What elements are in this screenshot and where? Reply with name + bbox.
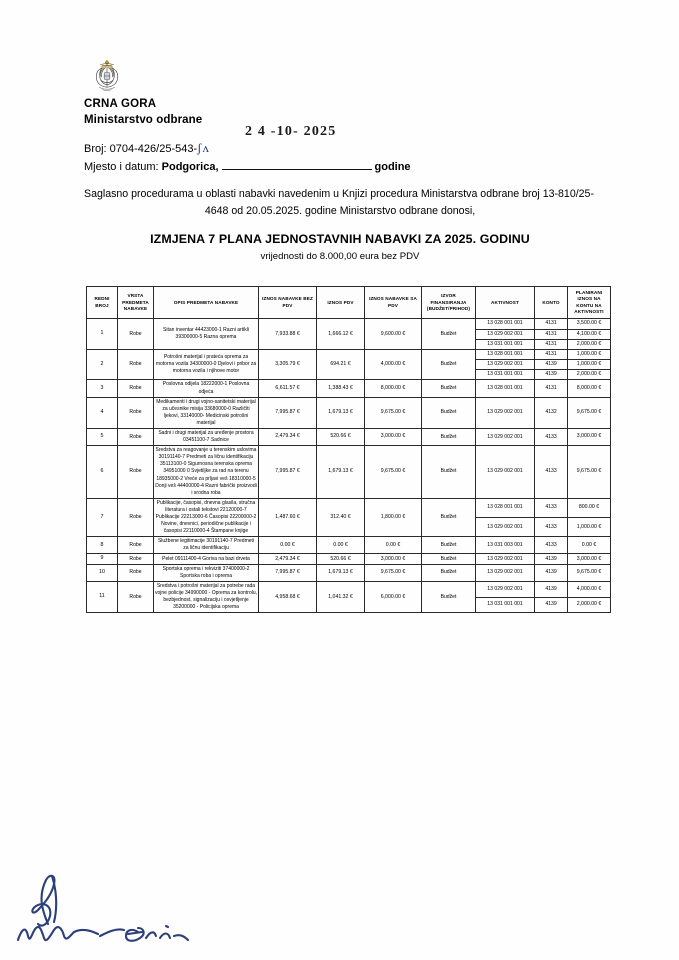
cell-aktivnost: 13 031 003 001 [476,537,535,554]
cell-iznos-sa-pdv: 9,600.00 € [365,319,422,350]
cell-konto: 4131 [535,349,568,359]
cell-aktivnost: 13 031 001 001 [476,370,535,380]
cell-izvor-finansiranja: Budžet [422,498,476,536]
cell-aktivnost: 13 029 002 001 [476,360,535,370]
cell-vrsta-predmeta: Robe [118,446,154,499]
col-header-izvor: IZVOR FINANSIRANJA (BUDŽET/PRIHOD) [422,287,476,319]
cell-vrsta-predmeta: Robe [118,581,154,612]
cell-iznos-sa-pdv: 3,000.00 € [365,428,422,445]
cell-planirani-iznos: 0.00 € [568,537,611,554]
cell-planirani-iznos: 3,000.00 € [568,428,611,445]
cell-aktivnost: 13 028 001 001 [476,498,535,517]
cell-izvor-finansiranja: Budžet [422,349,476,380]
cell-planirani-iznos: 8,000.00 € [568,380,611,397]
table-row [87,581,611,597]
intro-paragraph [84,186,596,220]
procurement-plan-table [86,286,611,613]
place-and-date-line [84,158,604,176]
cell-iznos-bez-pdv: 7,995.87 € [259,446,317,499]
intro-line-2: 4648 od 20.05.2025. godine Ministarstvo odbrane donosi, [204,205,476,217]
document-subtitle: vrijednosti do 8.000,00 eura bez PDV [260,251,420,262]
table-row [87,397,611,428]
cell-izvor-finansiranja: Budžet [422,554,476,564]
ministry-name: Ministarstvo odbrane [84,114,203,126]
cell-konto: 4139 [535,370,568,380]
cell-vrsta-predmeta: Robe [118,537,154,554]
table-row [87,564,611,581]
cell-iznos-sa-pdv: 6,000.00 € [365,581,422,612]
cell-redni-broj: 10 [87,564,118,581]
table-row [87,537,611,554]
cell-iznos-pdv: 1,679.13 € [317,397,365,428]
cell-iznos-pdv: 1,388.43 € [317,380,365,397]
cell-iznos-pdv: 694.21 € [317,349,365,380]
cell-opis-predmeta: Potrošni materijal i prateća oprema za motorna vozila 34300000-0 Djelovi i pribor za motorna vozila i njihove motor [154,349,259,380]
cell-planirani-iznos: 4,100.00 € [568,329,611,339]
cell-iznos-bez-pdv: 7,933.88 € [259,319,317,350]
cell-konto: 4131 [535,339,568,349]
table-header-row [87,287,611,319]
cell-iznos-pdv: 0.00 € [317,537,365,554]
cell-konto: 4133 [535,428,568,445]
cell-opis-predmeta: Sredstva i potrošni materijal za potrebe rada vojne policije 34990000 - Oprema za kontrolu, bezbjednost, signalizaciju i osvjetljenje 35200000 - Policijska oprema [154,581,259,612]
cell-opis-predmeta: Publikacije, časopisi, dnevna glasila, stručna literatura i ostali tekstovi 22120000-7 Publikacije 22213000-6 Časopisi 22200000-2 Novine, dnevnici, periodične publikacije i časopisi 22110000-4 Štampane knjige [154,498,259,536]
cell-aktivnost: 13 028 001 001 [476,380,535,397]
place-label: Mjesto i datum: [84,161,159,173]
cell-iznos-sa-pdv: 9,675.00 € [365,564,422,581]
cell-konto: 4133 [535,446,568,499]
cell-planirani-iznos: 9,675.00 € [568,446,611,499]
cell-opis-predmeta: Službene legitimacije 30191140-7 Predmeti za ličnu identifikaciju [154,537,259,554]
cell-vrsta-predmeta: Robe [118,319,154,350]
cell-konto: 4132 [535,397,568,428]
cell-planirani-iznos: 9,675.00 € [568,397,611,428]
cell-aktivnost: 13 029 002 001 [476,581,535,597]
document-number-handwritten: ʃʌ [197,140,210,155]
cell-redni-broj: 4 [87,397,118,428]
cell-vrsta-predmeta: Robe [118,498,154,536]
cell-iznos-bez-pdv: 7,995.87 € [259,564,317,581]
place-value: Podgorica, [161,161,219,173]
cell-planirani-iznos: 800.00 € [568,498,611,517]
col-header-iznos-sa-pdv: IZNOS NABAVKE SA PDV [365,287,422,319]
cell-konto: 4131 [535,380,568,397]
cell-planirani-iznos: 2,000.00 € [568,339,611,349]
cell-iznos-sa-pdv: 8,000.00 € [365,380,422,397]
cell-aktivnost: 13 029 002 001 [476,446,535,499]
cell-redni-broj: 5 [87,428,118,445]
col-header-redni-broj: REDNI BROJ [87,287,118,319]
cell-iznos-bez-pdv: 0.00 € [259,537,317,554]
document-title: IZMJENA 7 PLANA JEDNOSTAVNIH NABAVKI ZA 2025. GODINU [150,232,530,246]
cell-vrsta-predmeta: Robe [118,349,154,380]
table-header [87,287,611,319]
cell-konto: 4133 [535,498,568,517]
cell-aktivnost: 13 029 002 001 [476,428,535,445]
cell-iznos-pdv: 312.40 € [317,498,365,536]
cell-planirani-iznos: 4,000.00 € [568,581,611,597]
cell-konto: 4139 [535,554,568,564]
cell-planirani-iznos: 1,000.00 € [568,349,611,359]
col-header-iznos-bez-pdv: IZNOS NABAVKE BEZ PDV [259,287,317,319]
cell-redni-broj: 9 [87,554,118,564]
cell-konto: 4133 [535,518,568,537]
col-header-vrsta-predmeta: VRSTA PREDMETA NABAVKE [118,287,154,319]
cell-redni-broj: 1 [87,319,118,350]
cell-planirani-iznos: 3,500.00 € [568,319,611,329]
cell-aktivnost: 13 029 002 001 [476,397,535,428]
col-header-opis-predmeta: OPIS PREDMETA NABAVKE [154,287,259,319]
cell-opis-predmeta: Sadni i drugi materijal za uređenje prostora 03451100-7 Sadnice [154,428,259,445]
procurement-plan-table-wrapper [86,286,610,613]
cell-izvor-finansiranja: Budžet [422,380,476,397]
col-header-konto: KONTO [535,287,568,319]
cell-vrsta-predmeta: Robe [118,380,154,397]
cell-konto: 4131 [535,319,568,329]
cell-redni-broj: 11 [87,581,118,612]
godine-label: godine [374,161,411,173]
table-row [87,319,611,329]
cell-opis-predmeta: Pelet 09111400-4 Goriva na bazi drveta [154,554,259,564]
cell-iznos-bez-pdv: 7,995.87 € [259,397,317,428]
cell-opis-predmeta: Sredstva za reagovanje u terenskim uslovima 30191140-7 Predmeti za ličnu identifikaciju 35113100-0 Sigurnosna terenska oprema 34951000 0 Svjetiljke za rad na terenu 18935000-2 Vreće za prljavi veš 18310000-5 Donji veš 44400000-4 Razni fabrički proizvodi i srodna roba [154,446,259,499]
intro-line-1: Saglasno procedurama u oblasti nabavki navedenim u Knjizi procedura Ministarstva odbrane broj 13-810/25- [84,188,594,200]
cell-iznos-sa-pdv: 4,000.00 € [365,349,422,380]
cell-aktivnost: 13 029 002 001 [476,518,535,537]
cell-iznos-pdv: 1,679.13 € [317,564,365,581]
cell-iznos-bez-pdv: 2,479.34 € [259,554,317,564]
cell-iznos-pdv: 1,679.13 € [317,446,365,499]
cell-konto: 4139 [535,597,568,613]
cell-izvor-finansiranja: Budžet [422,397,476,428]
cell-opis-predmeta: Medikamenti i drugi vojno-sanitetski materijal za učesnike misija 33680000-0 Različiti ljekovi, 33140000- Medicinski potrošni materijal [154,397,259,428]
cell-konto: 4131 [535,329,568,339]
document-number-line [84,139,604,158]
table-row [87,554,611,564]
letterhead [84,58,604,176]
cell-iznos-bez-pdv: 3,305.79 € [259,349,317,380]
cell-vrsta-predmeta: Robe [118,428,154,445]
cell-redni-broj: 6 [87,446,118,499]
cell-planirani-iznos: 2,000.00 € [568,597,611,613]
cell-planirani-iznos: 2,000.00 € [568,370,611,380]
cell-redni-broj: 3 [87,380,118,397]
table-row [87,380,611,397]
cell-aktivnost: 13 029 002 001 [476,564,535,581]
cell-planirani-iznos: 1,000.00 € [568,360,611,370]
cell-opis-predmeta: Sitan inventar 44423000-1 Razni artikli 39300000-5 Razna oprema [154,319,259,350]
cell-konto: 4139 [535,564,568,581]
cell-vrsta-predmeta: Robe [118,554,154,564]
cell-iznos-bez-pdv: 1,487.60 € [259,498,317,536]
cell-iznos-pdv: 1,041.32 € [317,581,365,612]
cell-izvor-finansiranja: Budžet [422,446,476,499]
col-header-iznos-pdv: IZNOS PDV [317,287,365,319]
cell-iznos-sa-pdv: 9,675.00 € [365,446,422,499]
cell-konto: 4139 [535,360,568,370]
cell-izvor-finansiranja: Budžet [422,319,476,350]
cell-opis-predmeta: Poslovna odijela 18222000-1 Poslovna odjeća [154,380,259,397]
montenegro-coat-of-arms-icon [90,58,124,94]
cell-konto: 4139 [535,581,568,597]
cell-opis-predmeta: Sportska oprema i rekviziti 37400000-2 Sportska roba i oprema [154,564,259,581]
col-header-planirani: PLANIRANI IZNOS NA KONTU NA AKTIVNOSTI [568,287,611,319]
date-stamp: 2 4 -10- 2025 [245,124,337,139]
cell-iznos-sa-pdv: 3,000.00 € [365,554,422,564]
cell-iznos-sa-pdv: 9,675.00 € [365,397,422,428]
table-row [87,428,611,445]
table-body [87,319,611,613]
cell-vrsta-predmeta: Robe [118,564,154,581]
cell-konto: 4133 [535,537,568,554]
cell-planirani-iznos: 1,000.00 € [568,518,611,537]
handwritten-signature [8,866,228,952]
cell-redni-broj: 2 [87,349,118,380]
cell-iznos-sa-pdv: 0.00 € [365,537,422,554]
cell-izvor-finansiranja: Budžet [422,537,476,554]
cell-redni-broj: 8 [87,537,118,554]
cell-vrsta-predmeta: Robe [118,397,154,428]
table-row [87,498,611,517]
cell-iznos-bez-pdv: 6,611.57 € [259,380,317,397]
cell-iznos-pdv: 1,666.12 € [317,319,365,350]
cell-planirani-iznos: 9,675.00 € [568,564,611,581]
cell-aktivnost: 13 029 002 001 [476,554,535,564]
cell-iznos-sa-pdv: 1,800.00 € [365,498,422,536]
cell-redni-broj: 7 [87,498,118,536]
cell-aktivnost: 13 028 001 001 [476,349,535,359]
date-blank-rule [222,160,372,170]
cell-izvor-finansiranja: Budžet [422,581,476,612]
cell-aktivnost: 13 028 001 001 [476,319,535,329]
table-row [87,349,611,359]
col-header-aktivnost: AKTIVNOST [476,287,535,319]
cell-izvor-finansiranja: Budžet [422,428,476,445]
cell-iznos-pdv: 520.66 € [317,428,365,445]
table-row [87,446,611,499]
cell-aktivnost: 13 031 001 001 [476,339,535,349]
cell-planirani-iznos: 3,000.00 € [568,554,611,564]
cell-iznos-pdv: 520.66 € [317,554,365,564]
document-number-label: Broj: 0704-426/25-543- [84,143,198,155]
cell-izvor-finansiranja: Budžet [422,564,476,581]
cell-iznos-bez-pdv: 2,479.34 € [259,428,317,445]
cell-aktivnost: 13 029 002 001 [476,329,535,339]
cell-aktivnost: 13 031 001 001 [476,597,535,613]
cell-iznos-bez-pdv: 4,958.68 € [259,581,317,612]
country-name: CRNA GORA [84,98,157,110]
